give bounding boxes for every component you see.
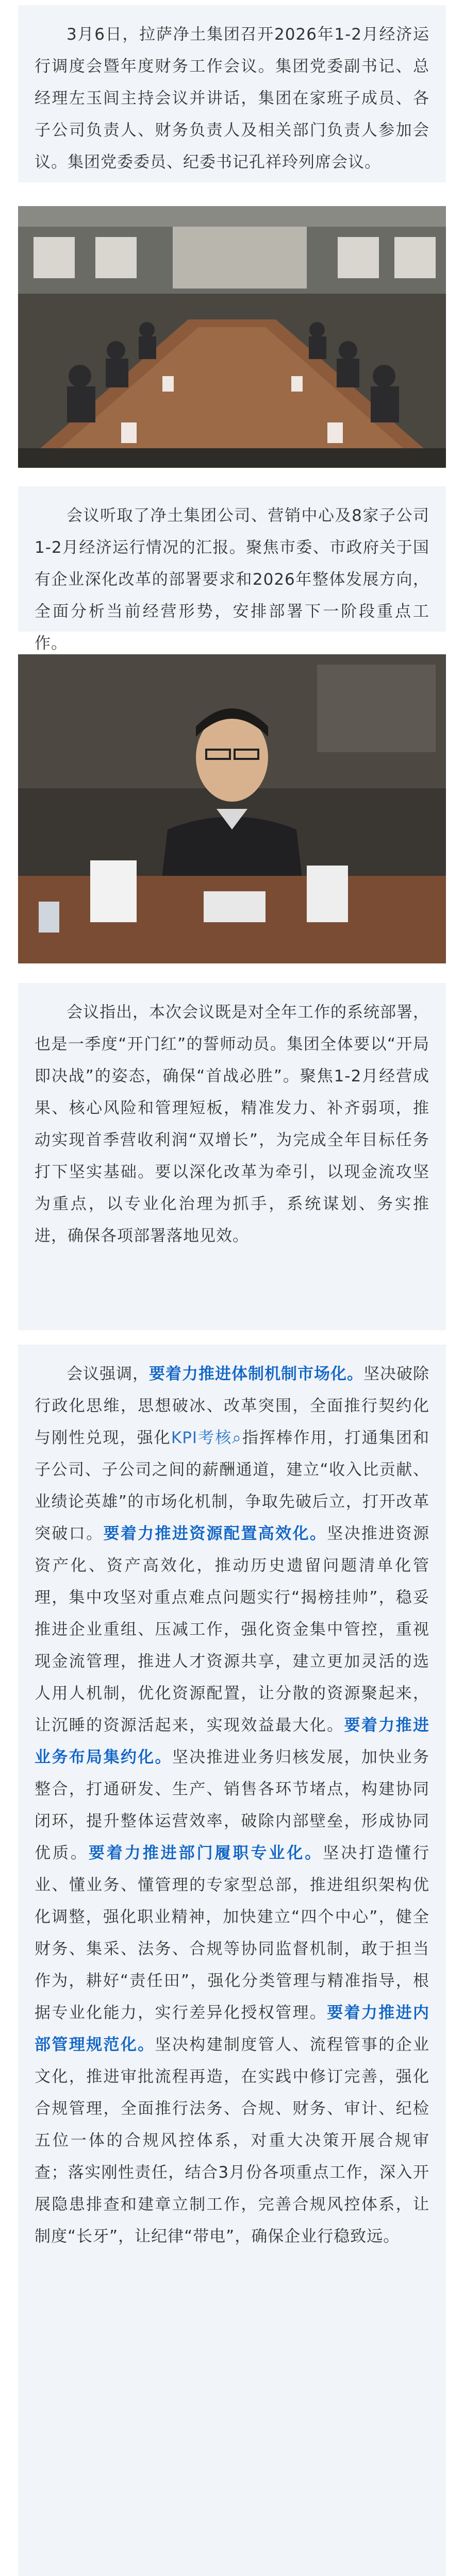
report-text-block bbox=[18, 486, 446, 653]
market-mechanism-text: 坚决破除行政化思维，思想破冰、改革突围，全面推行契约化与刚性兑现，强化 bbox=[35, 1365, 429, 1447]
meeting-room-image bbox=[18, 206, 446, 468]
business-layout-text: 坚决推进业务归核发展，加快业务整合，打通研发、生产、销售各环节堵点，构建协同闭环，提升整体运营效率，破除内部壁垒，形成协同优质。 bbox=[35, 1748, 430, 1862]
market-mechanism-text-cont: 指挥棒作用，打通集团和子公司、子公司之间的薪酬通道，建立“收入比贡献、业绩论英雄”的市场化机制，争取先破后立，打开改革突破口。 bbox=[35, 1429, 430, 1543]
paragraph-meeting-intro: 3月6日，拉萨净土集团召开2026年1-2月经济运行调度会暨年度财务工作会议。集团党委副书记、总经理左玉闾主持会议并讲话，集团在家班子成员、各子公司负责人、财务负责人及相关部门负责人参加会议。集团党委委员、纪委书记孔祥玲列席会议。 bbox=[35, 25, 429, 172]
paragraph-meeting-points: 会议指出，本次会议既是对全年工作的系统部署，也是一季度“开门红”的誓师动员。集团全体要以“开局即决战”的姿态，确保“首战必胜”。聚焦1-2月经营成果、核心风险和管理短板，精准发力、补齐弱项，推动实现首季营收利润“双增长”，为完成全年目标任务打下坚实基础。要以深化改革为牵引，以现金流攻坚为重点，以专业化治理为抓手，系统谋划、务实推进，确保各项部署落地见效。 bbox=[35, 1003, 429, 1245]
resource-allocation-text: 坚决推进资源资产化、资产高效化，推动历史遗留问题清单化管理，集中攻坚对重点难点问题实行“揭榜挂帅”，稳妥推进企业重组、压减工作，强化资金集中管控，重视现金流管理，推进人才资源共享，建立更加灵活的选人用人机制，优化资源配置，让分散的资源聚起来，让沉睡的资源活起来，实现效益最大化。 bbox=[35, 1524, 430, 1735]
highlight-resource-allocation: 要着力推进资源配置高效化。 bbox=[103, 1524, 327, 1543]
highlight-market-mechanism: 要着力推进体制机制市场化。 bbox=[149, 1365, 363, 1383]
paragraph-reports: 会议听取了净土集团公司、营销中心及8家子公司1-2月经济运行情况的汇报。聚焦市委、市政府关于国有企业深化改革的部署要求和2026年整体发展方向，全面分析当前经营形势，安排部署下一阶段重点工作。 bbox=[35, 506, 429, 653]
meeting-room-photo bbox=[18, 206, 446, 468]
kpi-link[interactable]: KPI考核 bbox=[171, 1429, 233, 1447]
speaker-image bbox=[18, 654, 446, 963]
emphasis-intro: 会议强调， bbox=[67, 1365, 149, 1383]
department-duties-text: 坚决打造懂行业、懂业务、懂管理的专家型总部，推进组织架构优化调整，强化职业精神，加快建立“四个中心”，健全财务、集采、法务、合规等协同监督机制，敢于担当作为，耕好“责任田”，强化分类管理与精准指导，根据专业化能力，实行差异化授权管理。 bbox=[35, 1844, 430, 2022]
intro-text-block bbox=[18, 5, 446, 182]
speaker-photo bbox=[18, 654, 446, 963]
emphasis-text-block bbox=[18, 1345, 446, 2576]
search-icon: ⌕ bbox=[232, 1429, 242, 1447]
paragraph-emphasis bbox=[35, 1358, 429, 2252]
internal-management-text: 坚决构建制度管人、流程管事的企业文化，推进审批流程再造，在实践中修订完善，强化合规管理，全面推行法务、合规、财务、审计、纪检五位一体的合规风控体系，对重大决策开展合规审查；落实刚性责任，结合3月份各项重点工作，深入开展隐患排查和建章立制工作，完善合规风控体系，让制度“长牙”，让纪律“带电”，确保企业行稳致远。 bbox=[35, 2036, 429, 2246]
highlight-internal-management: 要着力推进内部管理规范化。 bbox=[35, 2004, 430, 2054]
highlight-department-duties: 要着力推进部门履职专业化。 bbox=[88, 1844, 323, 1862]
highlight-business-layout: 要着力推进业务布局集约化。 bbox=[35, 1716, 430, 1767]
meeting-points-text-block bbox=[18, 983, 446, 1330]
